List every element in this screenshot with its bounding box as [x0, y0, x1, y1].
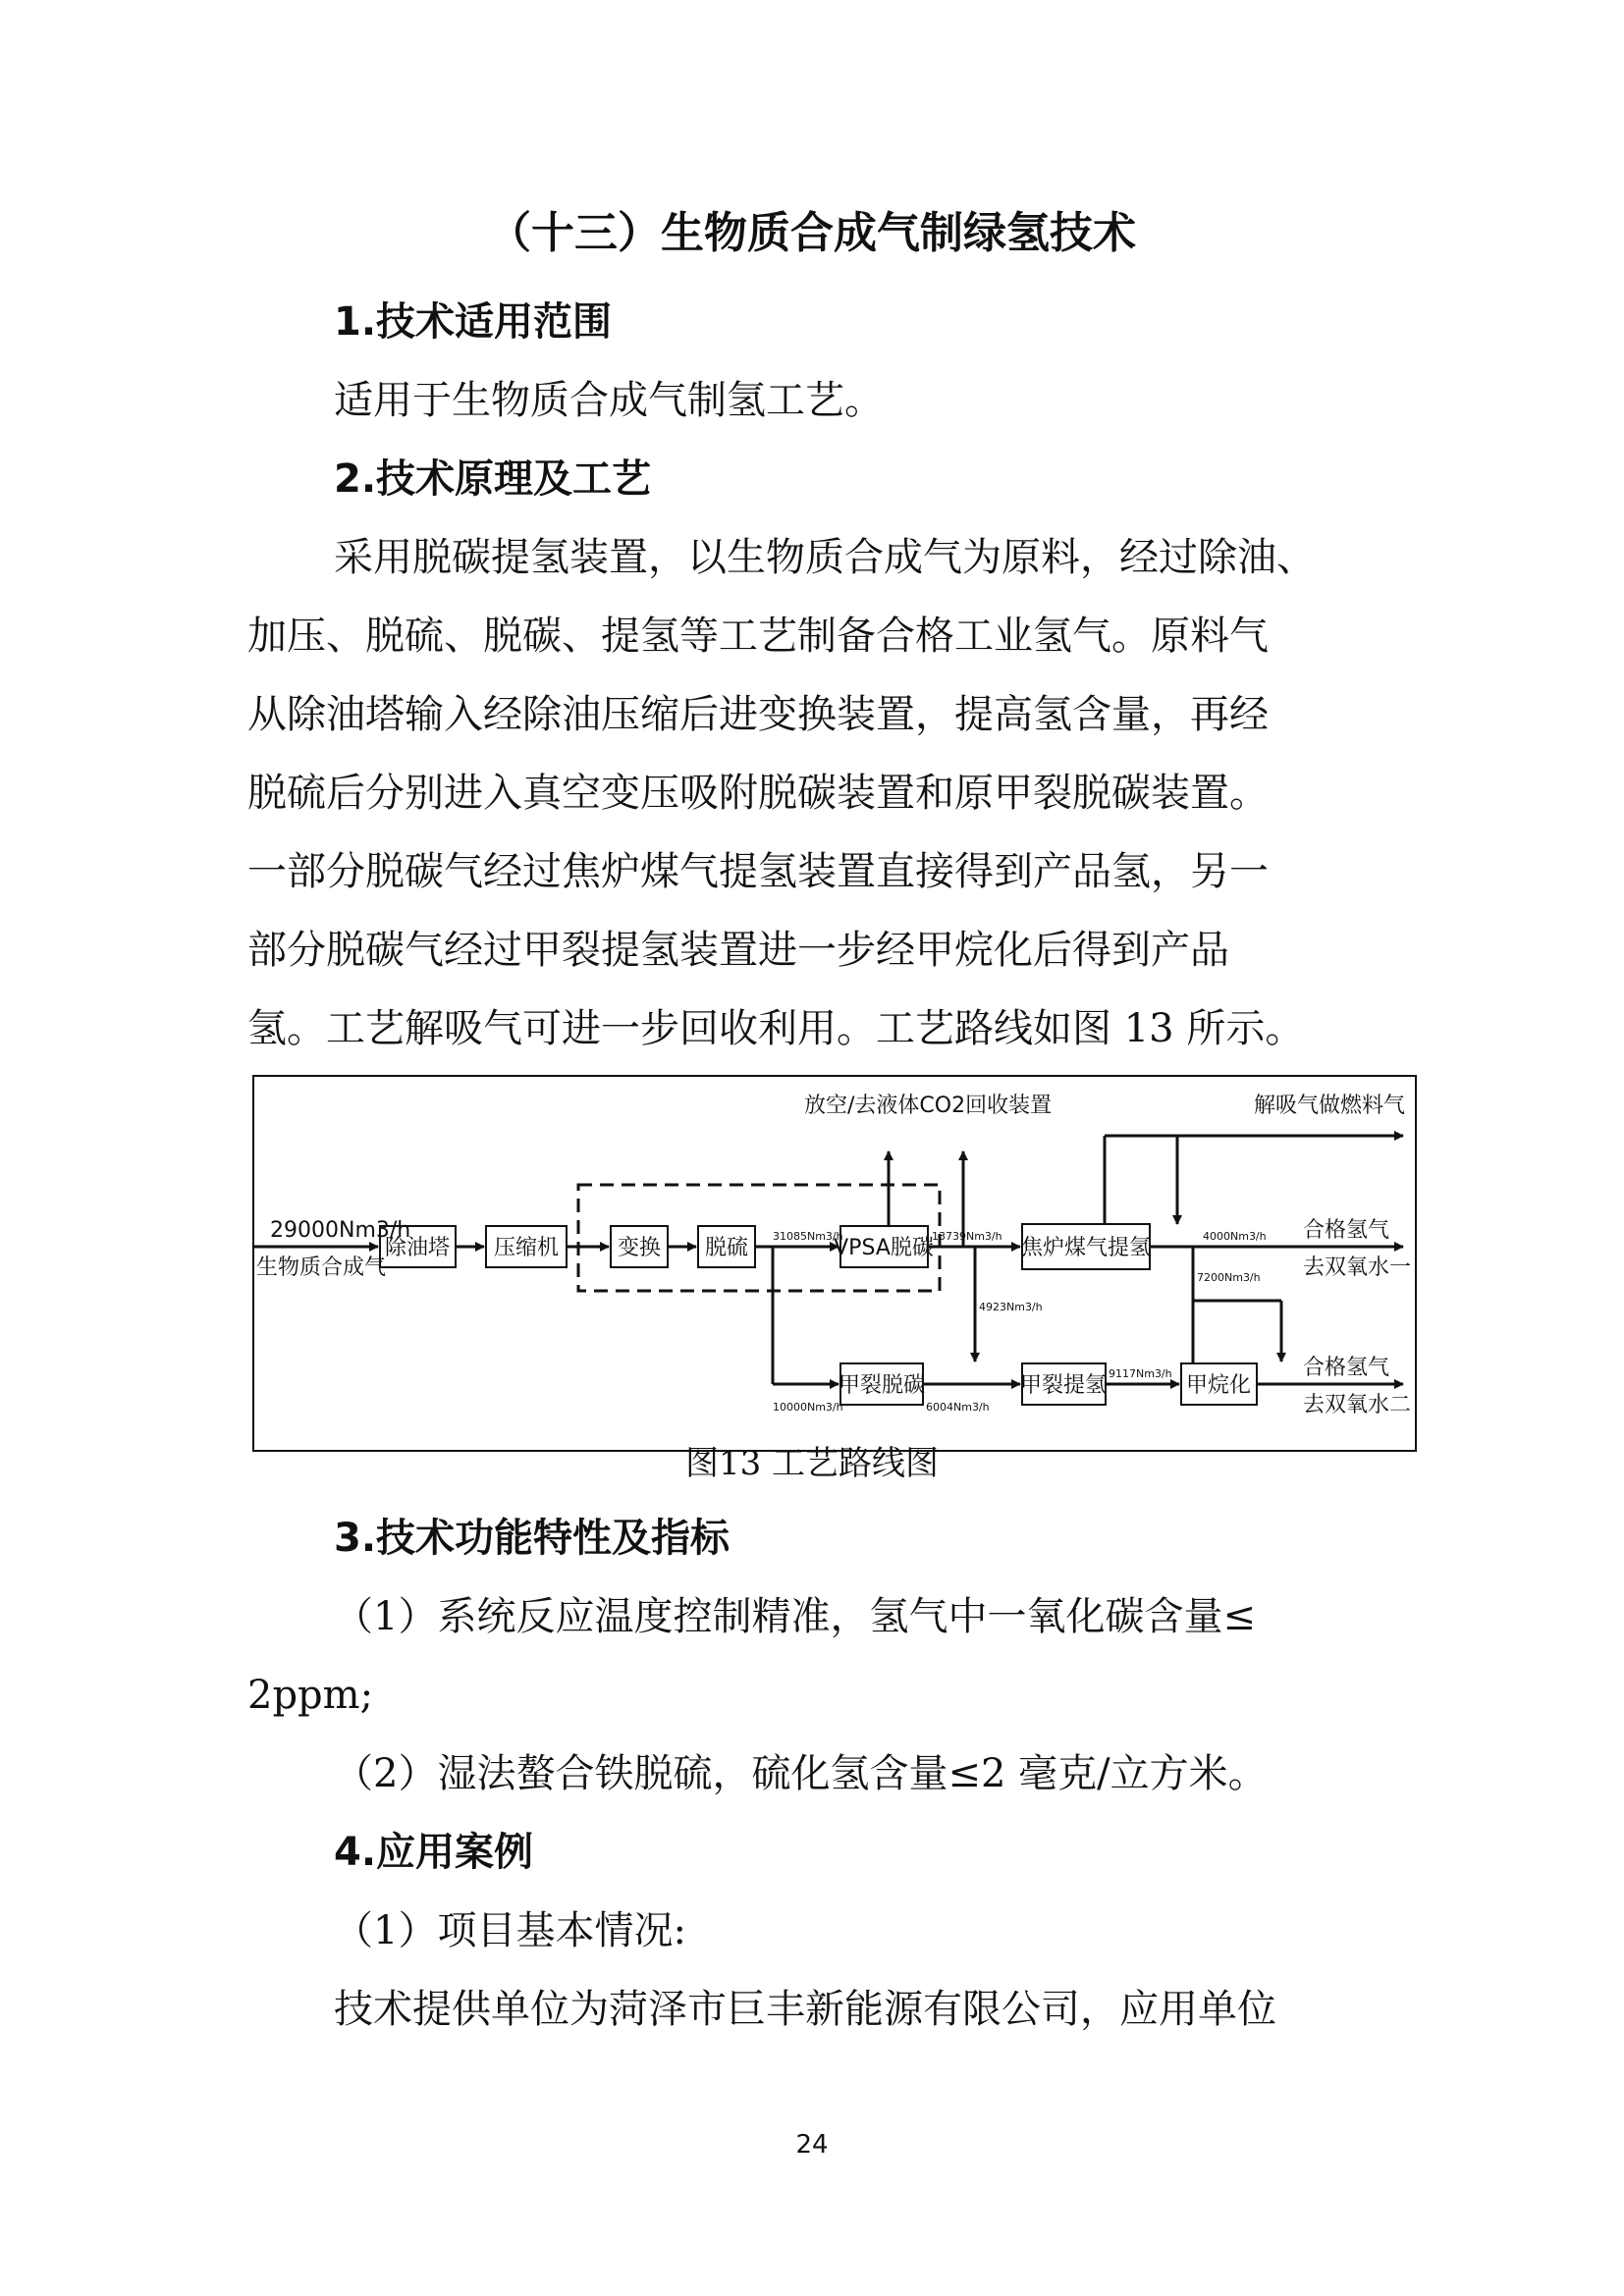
process-flow-diagram: [252, 1075, 1417, 1452]
top-vent-label: 放空/去液体CO2回收装置: [804, 1094, 1053, 1118]
page-number: 24: [795, 2130, 829, 2160]
output2-b-label: 去双氧水二: [1303, 1393, 1412, 1417]
box-compressor-label: 压缩机: [493, 1236, 560, 1260]
flow-label-f2: 13739Nm3/h: [932, 1230, 1002, 1243]
flow-label-f7: 4000Nm3/h: [1203, 1230, 1267, 1243]
section4-line: 技术提供单位为菏泽市巨丰新能源有限公司，应用单位: [334, 1987, 1276, 2032]
section2-line: 一部分脱碳气经过焦炉煤气提氢装置直接得到产品氢，另一: [247, 849, 1269, 894]
section2-line: 从除油塔输入经除油压缩后进变换装置，提高氢含量，再经: [247, 692, 1269, 737]
section1-heading: 1.技术适用范围: [334, 299, 613, 345]
output1-b-label: 去双氧水一: [1303, 1255, 1412, 1280]
box-vpsa-label: VPSA脱碳: [834, 1236, 934, 1260]
page-title: （十三）生物质合成气制绿氢技术: [488, 208, 1136, 258]
input-name-label: 生物质合成气: [256, 1255, 387, 1280]
section2-line: 加压、脱硫、脱碳、提氢等工艺制备合格工业氢气。原料气: [247, 614, 1269, 659]
section3-heading: 3.技术功能特性及指标: [334, 1516, 731, 1561]
box-coke-h2-label: 焦炉煤气提氢: [1020, 1236, 1152, 1260]
flow-label-f1: 31085Nm3/h: [773, 1230, 843, 1243]
box-methanation-label: 甲烷化: [1185, 1373, 1252, 1398]
output2-a-label: 合格氢气: [1303, 1356, 1390, 1380]
section3-item1-line2: 2ppm;: [247, 1673, 374, 1718]
section4-heading: 4.应用案例: [334, 1830, 534, 1875]
box-jl-decarb-label: 甲裂脱碳: [838, 1373, 926, 1398]
flow-label-f6: 9117Nm3/h: [1109, 1367, 1172, 1380]
box-shift-label: 变换: [617, 1236, 662, 1260]
input-flow-label: 29000Nm3/h: [270, 1218, 411, 1243]
section4-item1: （1）项目基本情况:: [334, 1908, 686, 1953]
figure-caption: 图13 工艺路线图: [684, 1444, 940, 1483]
flow-label-f5: 6004Nm3/h: [926, 1401, 990, 1414]
output1-a-label: 合格氢气: [1303, 1218, 1390, 1243]
top-right-label: 解吸气做燃料气: [1254, 1094, 1406, 1118]
section1-text: 适用于生物质合成气制氢工艺。: [334, 378, 884, 423]
section2-line: 部分脱碳气经过甲裂提氢装置进一步经甲烷化后得到产品: [247, 928, 1229, 973]
section2-heading: 2.技术原理及工艺: [334, 456, 652, 502]
box-deoil-label: 除油塔: [384, 1236, 451, 1260]
box-desulf-label: 脱硫: [704, 1236, 749, 1260]
section3-item2: （2）湿法螯合铁脱硫，硫化氢含量≤2 毫克/立方米。: [334, 1751, 1268, 1796]
section2-line: 脱硫后分别进入真空变压吸附脱碳装置和原甲裂脱碳装置。: [247, 771, 1269, 816]
section2-line: 采用脱碳提氢装置，以生物质合成气为原料，经过除油、: [334, 535, 1316, 580]
box-jl-h2-label: 甲裂提氢: [1019, 1373, 1108, 1398]
flow-label-f8: 7200Nm3/h: [1197, 1271, 1261, 1284]
section2-line: 氢。工艺解吸气可进一步回收利用。工艺路线如图 13 所示。: [247, 1006, 1305, 1051]
flow-label-f4: 10000Nm3/h: [773, 1401, 843, 1414]
section3-item1-line1: （1）系统反应温度控制精准，氢气中一氧化碳含量≤: [334, 1594, 1256, 1639]
flow-label-f3: 4923Nm3/h: [979, 1301, 1043, 1313]
